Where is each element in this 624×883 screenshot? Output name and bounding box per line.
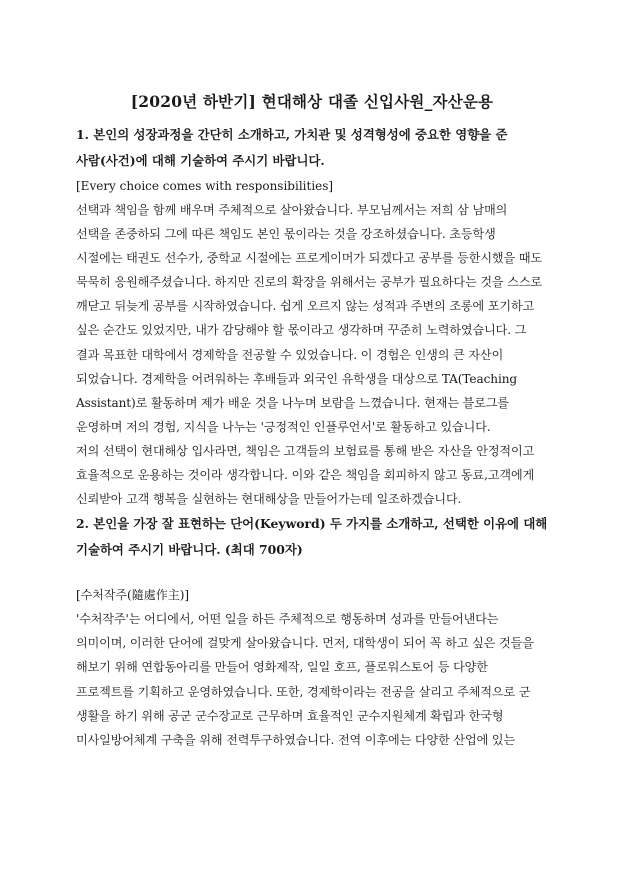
answer-1-line: 되었습니다. 경제학을 어려워하는 후배들과 외국인 유학생을 대상으로 TA(Teaching — [76, 371, 518, 386]
answer-1-body — [76, 198, 554, 511]
answer-1-line: 저의 선택이 현대해상 입사라면, 책임은 고객들의 보험료를 통해 받은 자산을 안정적이고 — [76, 443, 535, 458]
answer-2-line: 의미이며, 이러한 단어에 걸맞게 살아왔습니다. 먼저, 대학생이 되어 꼭 하고 싶은 것들을 — [76, 636, 534, 651]
answer-2-line: 해보기 위해 연합동아리를 만들어 영화제작, 일일 호프, 플로워스토어 등 다양한 — [76, 660, 488, 675]
answer-1-line: 선택과 책임을 함께 배우며 주체적으로 살아왔습니다. 부모님께서는 저희 삼 남매의 — [76, 203, 508, 217]
spacer — [76, 563, 554, 583]
answer-1-line: 효율적으로 운용하는 것이라 생각합니다. 이와 같은 책임을 회피하지 않고 동료,고객에게 — [76, 468, 535, 483]
answer-2-heading: [수처작주(隨處作主)] — [76, 588, 190, 603]
answer-2-line: 생활을 하기 위해 공군 군수장교로 근무하며 효율적인 군수지원체계 확립과 한국형 — [76, 708, 504, 723]
answer-1-line: 묵묵히 응원해주셨습니다. 하지만 진로의 확장을 위해서는 공부가 필요하다는 것을 스스로 — [76, 275, 542, 290]
answer-1-line: 싶은 순간도 있었지만, 내가 감당해야 할 몫이라고 생각하며 꾸준히 노력하였습니다. 그 — [76, 323, 527, 338]
answer-1-line: Assistant)로 활동하며 제가 배운 것을 나누며 보람을 느꼈습니다. 현재는 블로그를 — [76, 395, 509, 410]
question-2-line-2: 기술하여 주시기 바랍니다. (최대 700자) — [76, 542, 303, 558]
answer-2-line: '수처작주'는 어디에서, 어떤 일을 하든 주체적으로 행동하며 성과를 만들어낸다는 — [76, 612, 499, 627]
question-2-line-1: 2. 본인을 가장 잘 표현하는 단어(Keyword) 두 가지를 소개하고, 선택한 이유에 대해 — [76, 516, 548, 532]
answer-2-body — [76, 607, 554, 752]
answer-2-line: 프로젝트를 기획하고 운영하였습니다. 또한, 경제학이라는 전공을 살리고 주체적으로 군 — [76, 684, 531, 699]
document-title: [2020년 하반기] 현대해상 대졸 신입사원_자산운용 — [130, 92, 494, 111]
answer-1-line: 결과 목표한 대학에서 경제학을 전공할 수 있었습니다. 이 경험은 인생의 큰 자산이 — [76, 347, 504, 362]
document-content — [76, 122, 554, 752]
answer-2-line: 미사일방어체계 구축을 위해 전력투구하였습니다. 전역 이후에는 다양한 산업에 있는 — [76, 732, 516, 747]
answer-1-heading: [Every choice comes with responsibilities] — [76, 179, 334, 193]
answer-1-line: 운영하며 저의 경험, 지식을 나누는 '긍정적인 인플루언서'로 활동하고 있습니다. — [76, 419, 491, 434]
answer-1-line: 깨닫고 뒤늦게 공부를 시작하였습니다. 쉽게 오르지 않는 성적과 주변의 조롱에 포기하고 — [76, 299, 535, 314]
answer-1-line: 신뢰받아 고객 행복을 실현하는 현대해상을 만들어가는데 일조하겠습니다. — [76, 492, 462, 507]
question-1-line-2: 사람(사건)에 대해 기술하여 주시기 바랍니다. — [76, 153, 325, 168]
question-1-line-1: 1. 본인의 성장과정을 간단히 소개하고, 가치관 및 성격형성에 중요한 영향을 준 — [76, 127, 508, 142]
answer-1-line: 선택을 존중하되 그에 따른 책임도 본인 몫이라는 것을 강조하셨습니다. 초등학생 — [76, 227, 496, 242]
answer-1-line: 시절에는 태권도 선수가, 중학교 시절에는 프로게이머가 되겠다고 공부를 등한시했을 때도 — [76, 251, 542, 266]
